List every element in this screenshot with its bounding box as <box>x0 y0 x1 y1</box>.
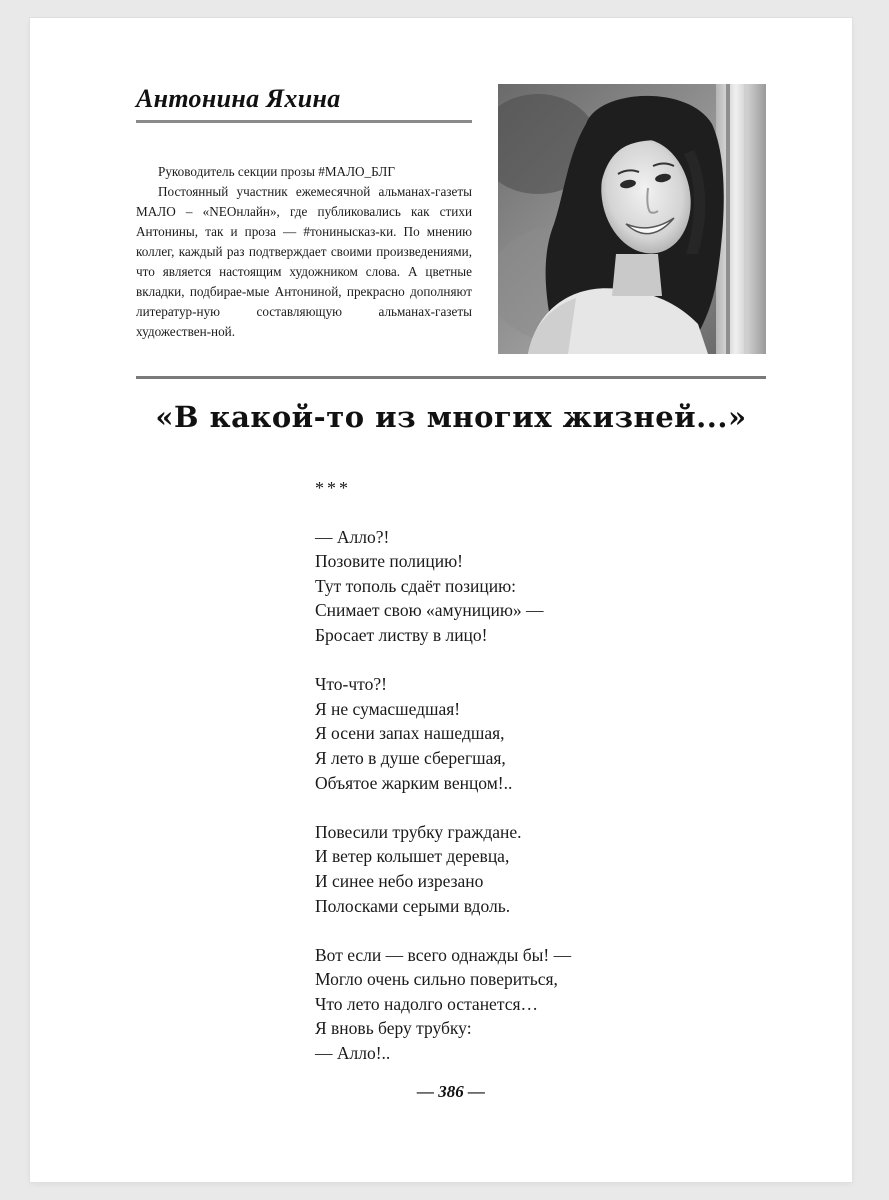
bio-text: Постоянный участник ежемесячной альманах-газеты МАЛО – «NEOнлайн», где публиковались как стихи Антонины, так и проза — #тонинысказ-ки. По мнению коллег, каждый раз подтверждает своими произведениями, что является настоящим художником слова. А цветные вкладки, подбирае-мые Антониной, прекрасно дополняют литератур-ную составляющую альманах-газеты художествен-ной. <box>136 184 472 339</box>
author-bio <box>136 162 472 342</box>
poem-line: — Алло?! <box>315 526 390 547</box>
poem-line: Что лето надолго останется… <box>315 993 539 1014</box>
poem-line: Могло очень сильно повериться, <box>315 969 558 990</box>
stanza-4 <box>315 943 715 1066</box>
poem-line: Я не сумасшедшая! <box>315 698 461 719</box>
poem-line: Повесили трубку граждане. <box>315 821 522 842</box>
poem-line: Что-что?! <box>315 674 387 695</box>
poem-title: «В какой-то из многих жизней...» <box>155 400 747 434</box>
poem-line: Вот если — всего однажды бы! — <box>315 944 572 965</box>
stanza-2 <box>315 672 715 795</box>
poem-line: Полосками серыми вдоль. <box>315 895 511 916</box>
poem-line: Я вновь беру трубку: <box>315 1018 472 1039</box>
author-name: Антонина Яхина <box>136 84 341 113</box>
poem-body <box>315 476 715 1090</box>
poem-line: И синее небо изрезано <box>315 870 484 891</box>
poem-line: И ветер колышет деревца, <box>315 846 510 867</box>
divider-middle <box>136 376 766 379</box>
page-number: — 386 — <box>417 1082 485 1101</box>
poem-line: Объятое жарким венцом!.. <box>315 772 513 793</box>
author-portrait-photo <box>498 84 766 354</box>
stanza-3 <box>315 820 715 918</box>
poem-line: Я лето в душе сберегшая, <box>315 747 506 768</box>
poem-separator: *** <box>315 478 351 498</box>
stanza-1 <box>315 525 715 648</box>
poem-line: Позовите полицию! <box>315 551 463 572</box>
poem-line: Снимает свою «амуницию» — <box>315 600 544 621</box>
book-page <box>30 18 852 1182</box>
divider-top <box>136 120 472 123</box>
poem-line: — Алло!.. <box>315 1043 391 1064</box>
poem-line: Тут тополь сдаёт позицию: <box>315 575 517 596</box>
bio-role: Руководитель секции прозы #МАЛО_БЛГ <box>158 164 395 179</box>
poem-line: Бросает листву в лицо! <box>315 624 488 645</box>
poem-line: Я осени запах нашедшая, <box>315 723 505 744</box>
